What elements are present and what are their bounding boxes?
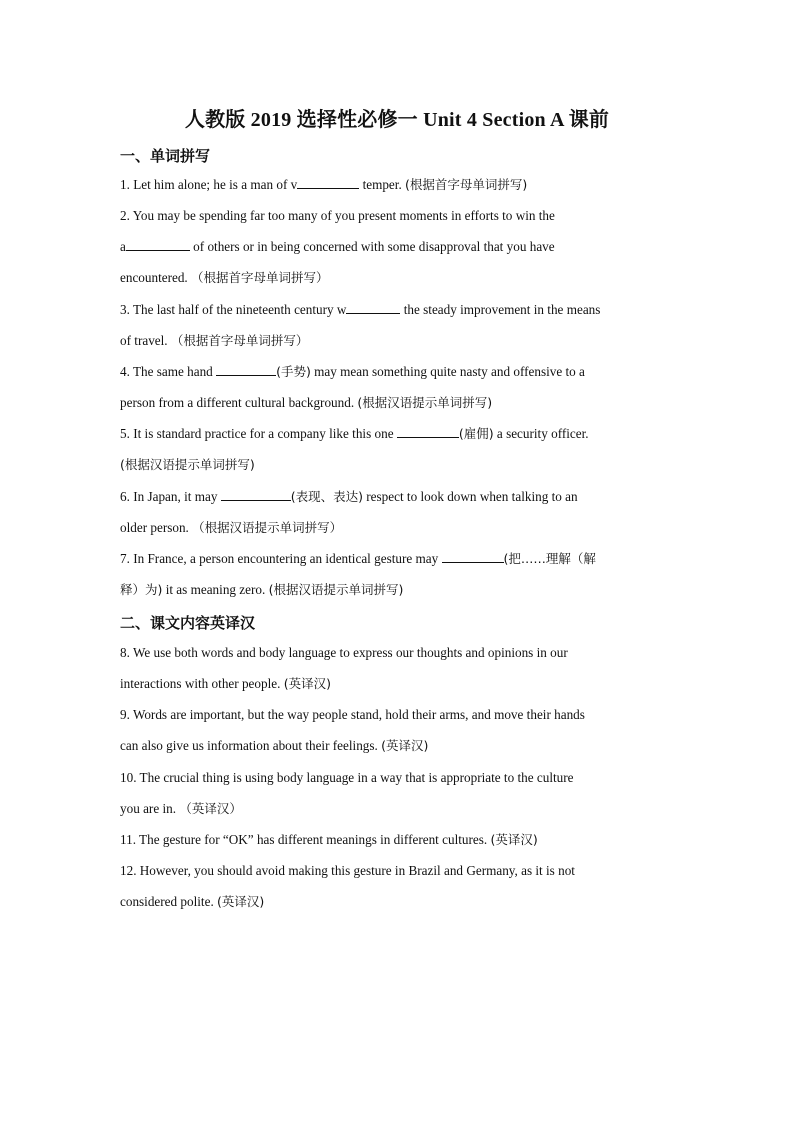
answer-blank-7[interactable] — [442, 550, 504, 563]
question-7-line-1: 7. In France, a person encountering an identical gesture may (把……理解（解 — [120, 551, 596, 566]
answer-blank-4[interactable] — [216, 363, 276, 376]
section-heading-translation: 二、课文内容英译汉 — [120, 614, 256, 632]
question-2-line-3: encountered. （根据首字母单词拼写） — [120, 270, 329, 285]
page-title: 人教版 2019 选择性必修一 Unit 4 Section A 课前 — [184, 109, 610, 131]
answer-blank-6[interactable] — [221, 488, 291, 501]
answer-blank-5[interactable] — [397, 425, 459, 438]
answer-blank-3[interactable] — [346, 301, 400, 314]
question-3-line-1: 3. The last half of the nineteenth century w the steady improvement in the means — [120, 302, 601, 317]
question-8-line-1: 8. We use both words and body language to express our thoughts and opinions in our — [120, 645, 568, 660]
question-9-line-2: can also give us information about their feelings. (英译汉) — [120, 738, 429, 753]
question-11: 11. The gesture for “OK” has different meanings in different cultures. (英译汉) — [120, 832, 538, 847]
question-6-line-1: 6. In Japan, it may (表现、表达) respect to look down when talking to an — [120, 489, 578, 504]
question-9-line-1: 9. Words are important, but the way people stand, hold their arms, and move their hands — [120, 707, 585, 722]
question-8-line-2: interactions with other people. (英译汉) — [120, 676, 331, 691]
question-2-line-1: 2. You may be spending far too many of you present moments in efforts to win the — [120, 208, 555, 223]
question-4-line-1: 4. The same hand (手势) may mean something quite nasty and offensive to a — [120, 364, 585, 379]
question-10-line-1: 10. The crucial thing is using body language in a way that is appropriate to the culture — [120, 770, 574, 785]
question-5-line-1: 5. It is standard practice for a company like this one (雇佣) a security officer. — [120, 426, 589, 441]
answer-blank-1[interactable] — [297, 176, 359, 189]
question-7-line-2: 释）为) it as meaning zero. (根据汉语提示单词拼写) — [120, 582, 404, 597]
question-4-line-2: person from a different cultural background. (根据汉语提示单词拼写) — [120, 395, 493, 410]
answer-blank-2[interactable] — [126, 238, 190, 251]
question-12-line-1: 12. However, you should avoid making this gesture in Brazil and Germany, as it is not — [120, 863, 575, 878]
question-10-line-2: you are in. （英译汉） — [120, 801, 242, 816]
section-heading-spelling: 一、单词拼写 — [120, 147, 211, 165]
question-3-line-2: of travel. （根据首字母单词拼写） — [120, 333, 309, 348]
question-1: 1. Let him alone; he is a man of v temper. (根据首字母单词拼写) — [120, 177, 528, 192]
question-2-line-2: a of others or in being concerned with some disapproval that you have — [120, 239, 555, 254]
question-12-line-2: considered polite. (英译汉) — [120, 894, 265, 909]
question-6-line-2: older person. （根据汉语提示单词拼写） — [120, 520, 343, 535]
question-5-line-2: (根据汉语提示单词拼写) — [120, 457, 255, 472]
